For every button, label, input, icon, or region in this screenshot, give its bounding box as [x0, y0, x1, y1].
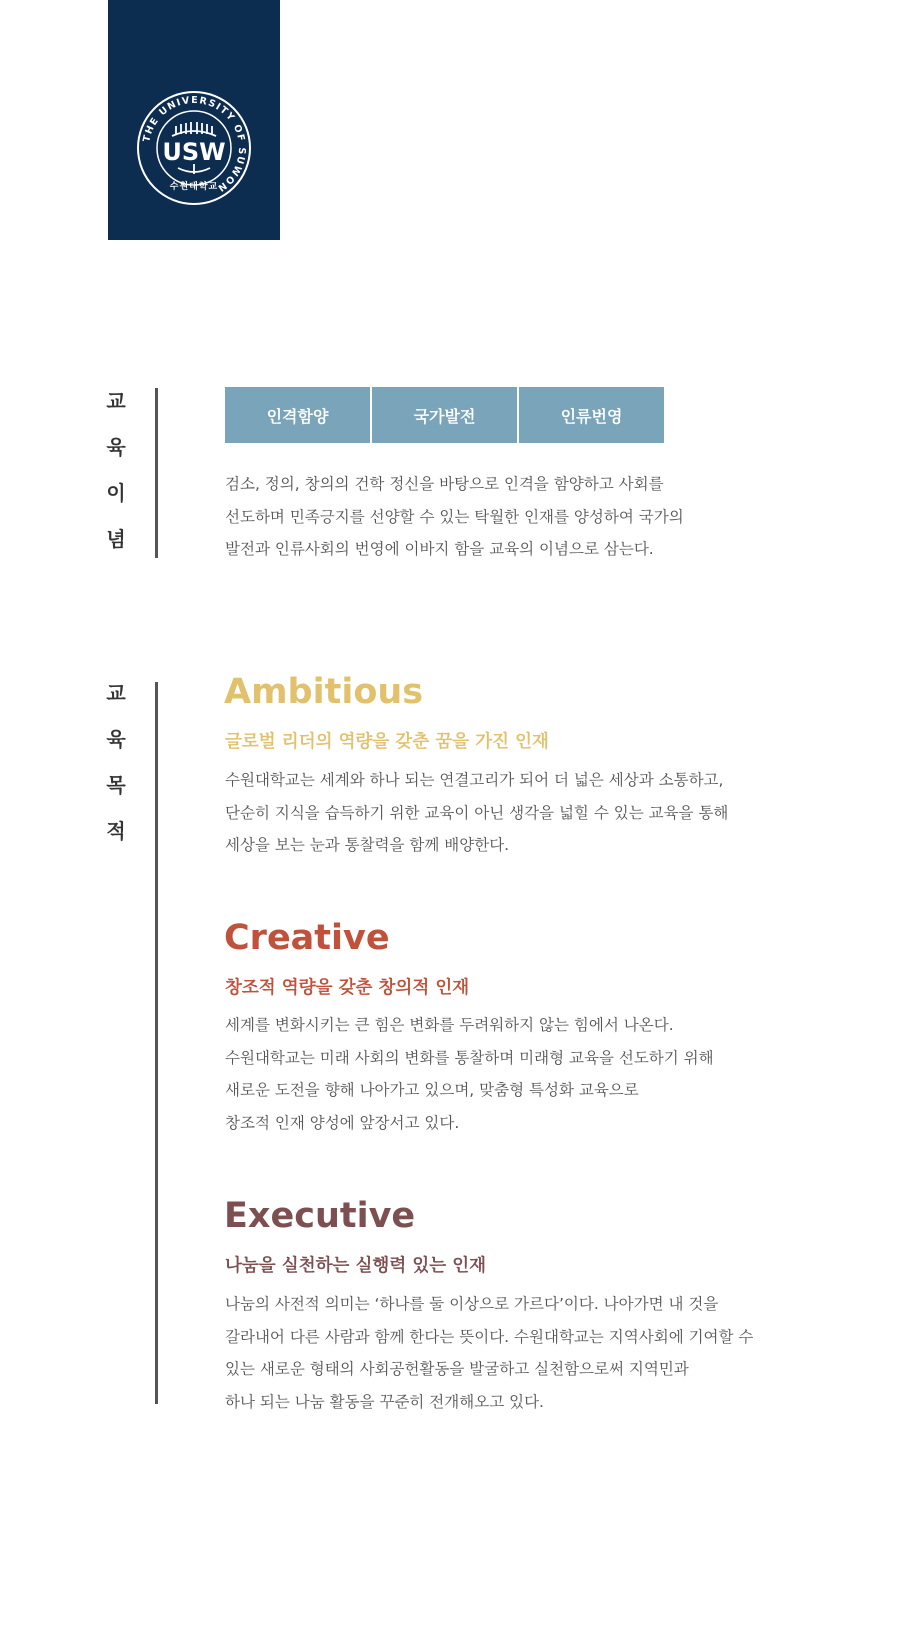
goal-line: 나눔의 사전적 의미는 ‘하나를 둘 이상으로 가르다’이다. 나아가면 내 것을	[225, 1295, 719, 1313]
goal-line: 새로운 도전을 향해 나아가고 있으며, 맞춤형 특성화 교육으로	[225, 1081, 639, 1099]
goal-subtitle-ambitious: 글로벌 리더의 역량을 갖춘 꿈을 가진 인재	[225, 732, 549, 752]
goal-line: 단순히 지식을 습득하기 위한 교육이 아닌 생각을 넓힐 수 있는 교육을 통해	[225, 803, 729, 822]
goal-title-ambitious: Ambitious	[224, 672, 424, 712]
goals-title-char: 적	[106, 819, 126, 843]
philosophy-title-char: 교	[106, 389, 126, 413]
philosophy-tags	[225, 387, 664, 443]
philosophy-line: 검소, 정의, 창의의 건학 정신을 바탕으로 인격을 함양하고 사회를	[225, 475, 664, 493]
goal-line: 세상을 보는 눈과 통찰력을 함께 배양한다.	[225, 836, 510, 854]
goals-title-char: 육	[106, 727, 126, 751]
logo-ring-text: THE UNIVERSITY OF SUWON	[141, 94, 248, 194]
goal-title-executive: Executive	[224, 1196, 416, 1236]
university-logo	[108, 0, 280, 240]
logo-korean-text: 수원대학교	[169, 182, 219, 192]
goal-line: 하나 되는 나눔 활동을 꾸준히 전개해오고 있다.	[225, 1392, 544, 1411]
goals-title	[100, 670, 132, 854]
goals-title-char: 목	[106, 773, 126, 797]
philosophy-line: 발전과 인류사회의 번영에 이바지 함을 교육의 이념으로 삼는다.	[225, 540, 654, 558]
philosophy-title-char: 육	[106, 435, 126, 459]
philosophy-line: 선도하며 민족긍지를 선양할 수 있는 탁월한 인재를 양성하여 국가의	[225, 507, 684, 526]
goals-title-char: 교	[106, 681, 126, 705]
goal-line: 수원대학교는 미래 사회의 변화를 통찰하며 미래형 교육을 선도하기 위해	[225, 1048, 714, 1067]
usw-emblem-icon	[136, 90, 252, 206]
philosophy-title-char: 념	[106, 527, 126, 551]
logo-mark-text: USW	[162, 138, 226, 166]
goal-line: 세계를 변화시키는 큰 힘은 변화를 두려워하지 않는 힘에서 나온다.	[225, 1016, 674, 1034]
philosophy-divider	[155, 388, 158, 558]
goal-line: 갈라내어 다른 사람과 함께 한다는 뜻이다. 수원대학교는 지역사회에 기여할 수	[225, 1327, 754, 1346]
philosophy-title-char: 이	[106, 481, 126, 505]
goal-text-creative	[225, 1009, 714, 1139]
goal-subtitle-executive: 나눔을 실천하는 실행력 있는 인재	[225, 1256, 487, 1276]
philosophy-tag: 국가발전	[372, 387, 517, 443]
goal-text-ambitious	[225, 764, 728, 862]
goal-line: 창조적 인재 양성에 앞장서고 있다.	[225, 1113, 460, 1132]
philosophy-title	[100, 378, 132, 562]
goals-divider	[155, 682, 158, 1404]
goal-text-executive	[225, 1288, 753, 1418]
philosophy-tag: 인격함양	[225, 387, 370, 443]
goal-title-creative: Creative	[224, 918, 390, 958]
goal-line: 있는 새로운 형태의 사회공헌활동을 발굴하고 실천함으로써 지역민과	[225, 1360, 689, 1378]
goal-line: 수원대학교는 세계와 하나 되는 연결고리가 되어 더 넓은 세상과 소통하고,	[225, 771, 724, 789]
philosophy-tag: 인류번영	[519, 387, 664, 443]
philosophy-text	[225, 468, 684, 566]
goal-subtitle-creative: 창조적 역량을 갖춘 창의적 인재	[225, 978, 470, 998]
